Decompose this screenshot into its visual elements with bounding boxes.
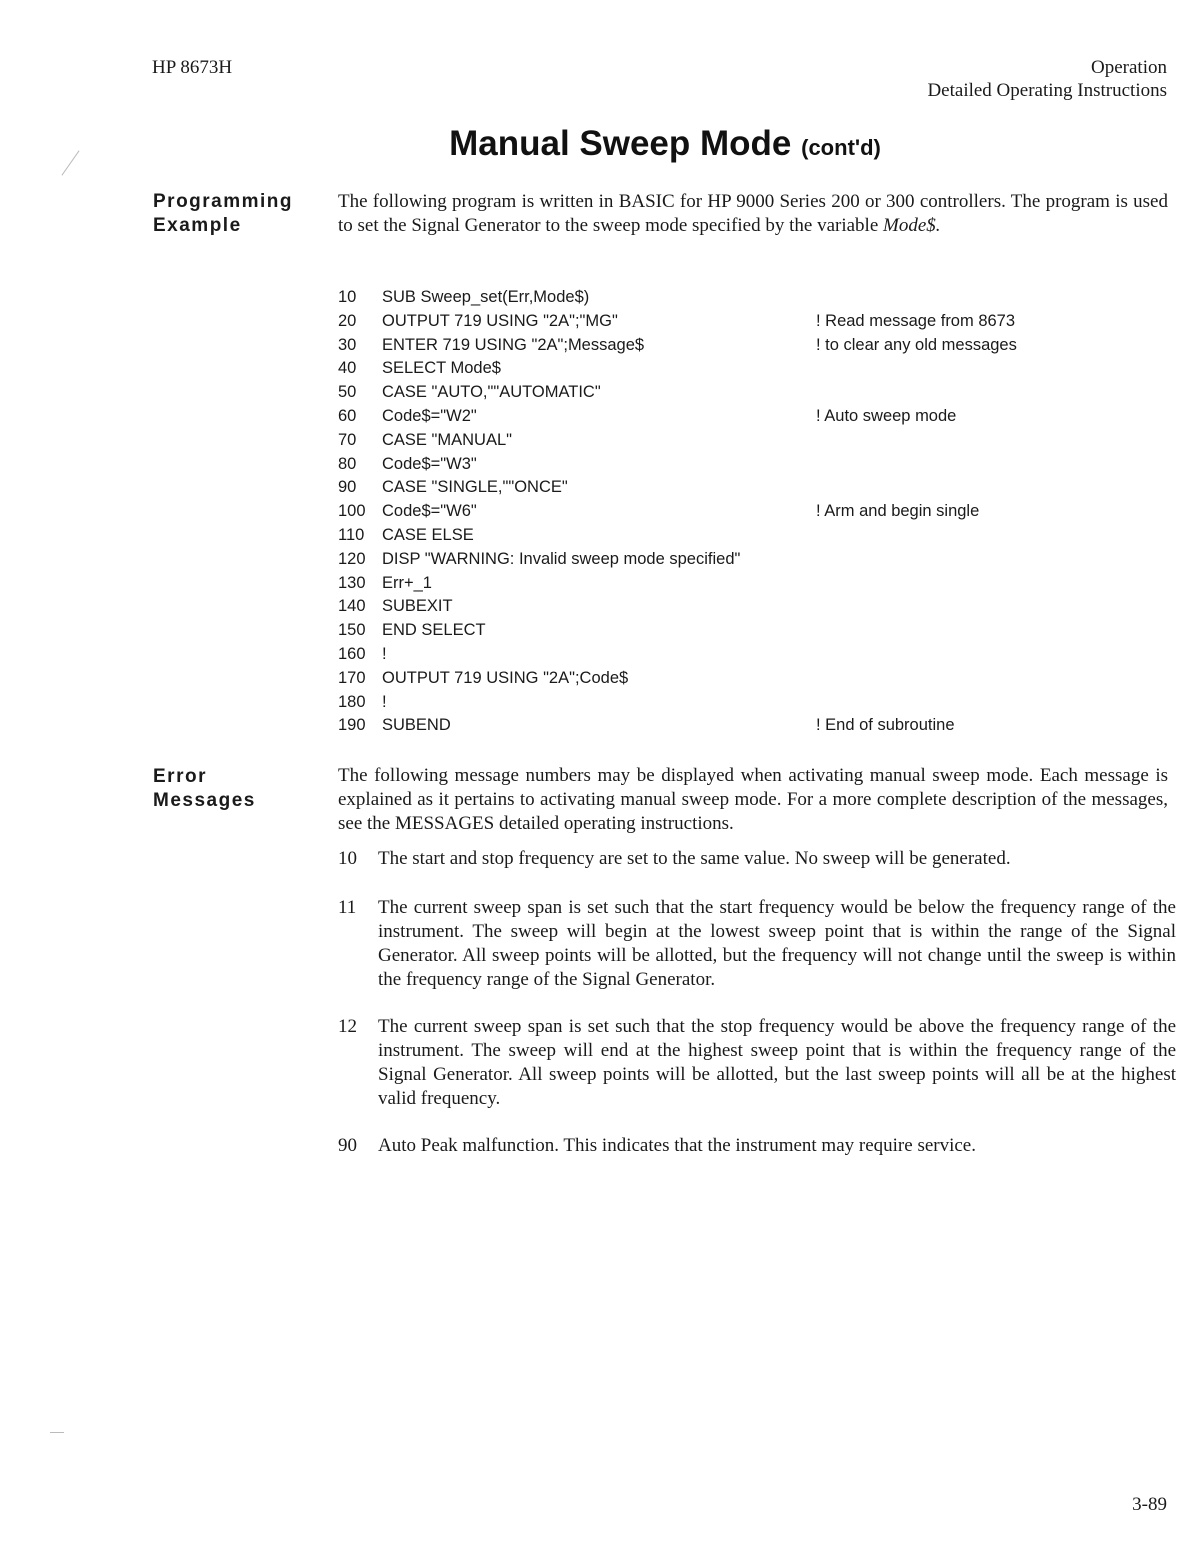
error-message-number: 12 xyxy=(338,1016,357,1037)
error-message-number: 11 xyxy=(338,897,357,918)
code-line xyxy=(338,286,1058,310)
programming-example-intro-text: The following program is written in BASIC for HP 9000 Series 200 or 300 controllers. The program is used to set the Signal Generator to the sweep mode specified by the variable xyxy=(338,191,1168,236)
code-statement: Err+_1 xyxy=(382,573,432,592)
code-line xyxy=(338,381,1058,405)
code-statement: OUTPUT 719 USING "2A";Code$ xyxy=(382,668,629,687)
code-line xyxy=(338,619,1058,643)
error-message-item xyxy=(338,1134,1176,1158)
code-line xyxy=(338,500,1058,524)
code-line xyxy=(338,453,1058,477)
code-line-number: 40 xyxy=(338,359,357,378)
code-comment: ! End of subroutine xyxy=(816,716,955,735)
code-statement: Code$="W3" xyxy=(382,454,477,473)
code-line xyxy=(338,334,1058,358)
code-statement: CASE "AUTO,""AUTOMATIC" xyxy=(382,383,601,402)
code-line xyxy=(338,524,1058,548)
code-comment: ! Auto sweep mode xyxy=(816,406,957,425)
code-line-number: 180 xyxy=(338,692,366,711)
page-title-main: Manual Sweep Mode xyxy=(449,124,792,163)
code-line xyxy=(338,643,1058,667)
error-message-text: The start and stop frequency are set to the same value. No sweep will be generated. xyxy=(378,848,1011,869)
code-comment: ! Arm and begin single xyxy=(816,502,980,521)
error-message-text: The current sweep span is set such that the stop frequency would be above the frequency range of the instrument. The sweep will end at the highest sweep point that is within the frequency range of the Signal Generator. All sweep points will be allotted, but the last sweep points will all be at the highest valid frequency. xyxy=(378,1016,1176,1109)
error-message-item xyxy=(338,847,1176,871)
code-line xyxy=(338,405,1058,429)
code-statement: SELECT Mode$ xyxy=(382,359,501,378)
page-title-suffix: (cont'd) xyxy=(801,135,881,160)
programming-example-intro xyxy=(338,190,1168,238)
code-line xyxy=(338,429,1058,453)
code-statement: SUBEND xyxy=(382,716,451,735)
code-line-number: 190 xyxy=(338,716,366,735)
code-line-number: 110 xyxy=(338,525,365,544)
header-section xyxy=(927,56,1167,102)
code-statement: END SELECT xyxy=(382,621,486,640)
programming-example-heading-line2: Example xyxy=(153,215,242,236)
code-statement: SUBEXIT xyxy=(382,597,453,616)
code-line xyxy=(338,714,1058,738)
code-listing xyxy=(338,286,1058,738)
code-comment: ! Read message from 8673 xyxy=(816,311,1016,330)
code-line-number: 50 xyxy=(338,383,357,402)
error-message-item xyxy=(338,896,1176,992)
code-line xyxy=(338,357,1058,381)
code-line-number: 140 xyxy=(338,597,366,616)
code-line xyxy=(338,310,1058,334)
programming-example-intro-variable: Mode$. xyxy=(883,215,941,236)
code-statement: ENTER 719 USING "2A";Message$ xyxy=(382,335,645,354)
header-section-line1: Operation xyxy=(1091,57,1167,78)
page-title xyxy=(0,124,1200,164)
code-statement: DISP "WARNING: Invalid sweep mode specified" xyxy=(382,549,741,568)
error-messages-heading-line2: Messages xyxy=(153,790,256,811)
code-line xyxy=(338,595,1058,619)
code-statement: CASE "MANUAL" xyxy=(382,430,512,449)
header-model: HP 8673H xyxy=(152,57,233,78)
code-statement: ! xyxy=(382,692,387,711)
header-section-line2: Detailed Operating Instructions xyxy=(927,80,1167,101)
code-line xyxy=(338,691,1058,715)
error-message-text: Auto Peak malfunction. This indicates that the instrument may require service. xyxy=(378,1135,976,1156)
code-line-number: 80 xyxy=(338,454,357,473)
code-line-number: 70 xyxy=(338,430,357,449)
code-line-number: 150 xyxy=(338,621,366,640)
code-line-number: 10 xyxy=(338,288,357,306)
code-comment: ! to clear any old messages xyxy=(816,335,1017,354)
code-line-number: 130 xyxy=(338,573,366,592)
code-statement: Code$="W2" xyxy=(382,406,477,425)
scan-mark xyxy=(50,1432,64,1433)
code-statement: ! xyxy=(382,644,387,663)
code-statement: SUB Sweep_set(Err,Mode$) xyxy=(382,288,590,306)
programming-example-heading-line1: Programming xyxy=(153,191,294,212)
error-message-number: 10 xyxy=(338,848,357,869)
code-line-number: 120 xyxy=(338,549,366,568)
code-line-number: 170 xyxy=(338,668,366,687)
code-line-number: 160 xyxy=(338,644,366,663)
programming-example-heading xyxy=(153,190,293,238)
code-line-number: 30 xyxy=(338,335,357,354)
page-number: 3-89 xyxy=(1132,1494,1167,1515)
error-messages-intro: The following message numbers may be displayed when activating manual sweep mode. Each message is explained as it pertains to activating manual sweep mode. For a more complete description of the messages, see the MESSAGES detailed operating instructions. xyxy=(338,765,1168,834)
code-statement: CASE ELSE xyxy=(382,525,474,544)
code-line xyxy=(338,548,1058,572)
code-line-number: 60 xyxy=(338,406,357,425)
error-messages-heading-line1: Error xyxy=(153,766,207,787)
code-line-number: 100 xyxy=(338,502,366,521)
error-message-item xyxy=(338,1015,1176,1111)
error-message-text: The current sweep span is set such that the start frequency would be below the frequency range of the instrument. The sweep will begin at the lowest sweep point that is within the range of the Signal Generator. All sweep points will be allotted, but the frequency will not change until the sweep is within the frequency range of the Signal Generator. xyxy=(378,897,1176,990)
code-line xyxy=(338,667,1058,691)
code-line xyxy=(338,476,1058,500)
code-statement: OUTPUT 719 USING "2A";"MG" xyxy=(382,311,618,330)
code-line xyxy=(338,572,1058,596)
error-messages-heading xyxy=(153,765,256,813)
error-message-number: 90 xyxy=(338,1135,357,1156)
code-line-number: 90 xyxy=(338,478,357,497)
code-line-number: 20 xyxy=(338,311,357,330)
code-statement: Code$="W6" xyxy=(382,502,477,521)
code-statement: CASE "SINGLE,""ONCE" xyxy=(382,478,568,497)
